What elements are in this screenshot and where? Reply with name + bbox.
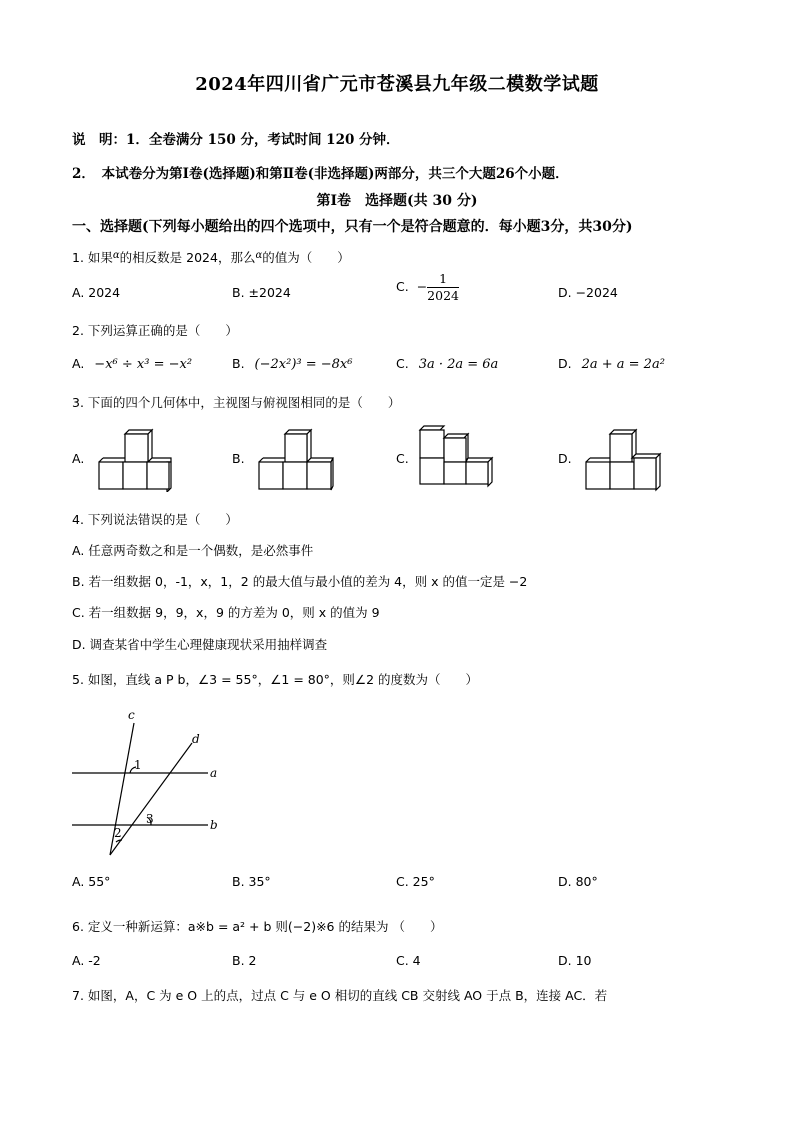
q6-option-c: C. 4 <box>396 953 421 968</box>
q3-option-d-label: D. <box>558 451 572 466</box>
q6-option-a: A. -2 <box>72 953 101 968</box>
q2-b-expr: (−2x²)³ = −8x⁶ <box>254 357 353 372</box>
question-5-stem: 5. 如图，直线 a P b，∠3 = 55°，∠1 = 80°，则∠2 的度数为（ ） <box>72 672 479 687</box>
q1-option-a: A. 2024 <box>72 285 121 300</box>
q1-var-2: α <box>255 250 263 261</box>
exam-title: 2024年四川省广元市苍溪县九年级二模数学试题 <box>195 74 599 95</box>
question-6-stem: 6. 定义一种新运算：a※b = a² + b 则(−2)※6 的结果为 （ ） <box>72 919 443 934</box>
q3-solid-a <box>95 428 175 492</box>
q2-a-label: A. <box>72 356 85 371</box>
note-line-2: 2． 本试卷分为第Ⅰ卷(选择题)和第Ⅱ卷(非选择题)两部分，共三个大题26个小题． <box>72 166 569 182</box>
question-7-stem: 7. 如图，A，C 为 e O 上的点，过点 C 与 e O 相切的直线 CB 交射线 AO 于点 B，连接 AC．若 <box>72 988 608 1003</box>
q5-label-b: b <box>210 818 218 832</box>
note-line-1: 说 明：1．全卷满分 150 分，考试时间 120 分钟． <box>72 132 400 148</box>
q1-c-label: C. <box>396 279 409 294</box>
q5-angle-1: 1 <box>134 758 142 772</box>
q1-var-1: α <box>112 250 120 261</box>
q1-stem-mid: 的相反数是 2024，那么 <box>119 250 256 265</box>
q4-option-d: D. 调查某省中学生心理健康现状采用抽样调查 <box>72 637 328 652</box>
q6-option-b: B. 2 <box>232 953 257 968</box>
question-1-stem <box>72 248 350 266</box>
q3-solid-d <box>582 428 664 492</box>
q3-option-c-label: C. <box>396 451 409 466</box>
q2-option-b <box>232 356 352 372</box>
q1-option-c <box>396 271 459 304</box>
q5-label-d: d <box>192 732 200 746</box>
q5-option-d: D. 80° <box>558 874 598 889</box>
q5-option-b: B. 35° <box>232 874 271 889</box>
q4-option-b: B. 若一组数据 0，-1，x，1，2 的最大值与最小值的差为 4，则 x 的值一定是 −2 <box>72 574 528 589</box>
q1-option-d: D. −2024 <box>558 285 618 300</box>
question-4-stem: 4. 下列说法错误的是（ ） <box>72 512 238 527</box>
q4-option-a: A. 任意两奇数之和是一个偶数，是必然事件 <box>72 543 314 558</box>
q2-d-expr: 2a + a = 2a² <box>581 357 665 372</box>
q2-c-expr: 3a · 2a = 6a <box>418 357 499 372</box>
q2-option-c <box>396 356 498 372</box>
question-2-stem: 2. 下列运算正确的是（ ） <box>72 323 238 338</box>
q1-c-fraction <box>427 271 459 304</box>
q1-c-numerator: 1 <box>427 271 459 288</box>
q3-solid-b <box>255 428 335 492</box>
question-3-stem: 3. 下面的四个几何体中，主视图与俯视图相同的是（ ） <box>72 395 401 410</box>
q2-b-label: B. <box>232 356 245 371</box>
q1-option-b: B. ±2024 <box>232 285 291 300</box>
q3-option-a-label: A. <box>72 451 85 466</box>
q4-option-c: C. 若一组数据 9，9，x，9 的方差为 0，则 x 的值为 9 <box>72 605 380 620</box>
q1-c-sign: − <box>416 279 428 294</box>
q3-solid-c <box>416 424 496 488</box>
q2-d-label: D. <box>558 356 572 371</box>
q5-option-a: A. 55° <box>72 874 111 889</box>
q5-angle-3: 3 <box>146 812 154 826</box>
q5-angle-2: 2 <box>114 826 122 840</box>
q1-stem-post: 的值为（ ） <box>262 250 350 265</box>
part-one-title: 一、选择题(下列每小题给出的四个选项中，只有一个是符合题意的．每小题3分，共30分) <box>72 219 633 235</box>
q1-stem-pre: 1. 如果 <box>72 250 113 265</box>
q5-figure <box>68 705 233 865</box>
q1-c-denominator: 2024 <box>427 288 459 303</box>
q6-option-d: D. 10 <box>558 953 592 968</box>
q5-label-a: a <box>210 766 218 780</box>
section-title: 第Ⅰ卷 选择题(共 30 分) <box>316 193 478 209</box>
q2-c-label: C. <box>396 356 409 371</box>
q5-label-c: c <box>128 708 135 722</box>
q5-option-c: C. 25° <box>396 874 435 889</box>
q2-option-d <box>558 356 665 372</box>
q2-option-a <box>72 356 192 372</box>
q2-a-expr: −x⁶ ÷ x³ = −x² <box>94 357 193 372</box>
q3-option-b-label: B. <box>232 451 245 466</box>
